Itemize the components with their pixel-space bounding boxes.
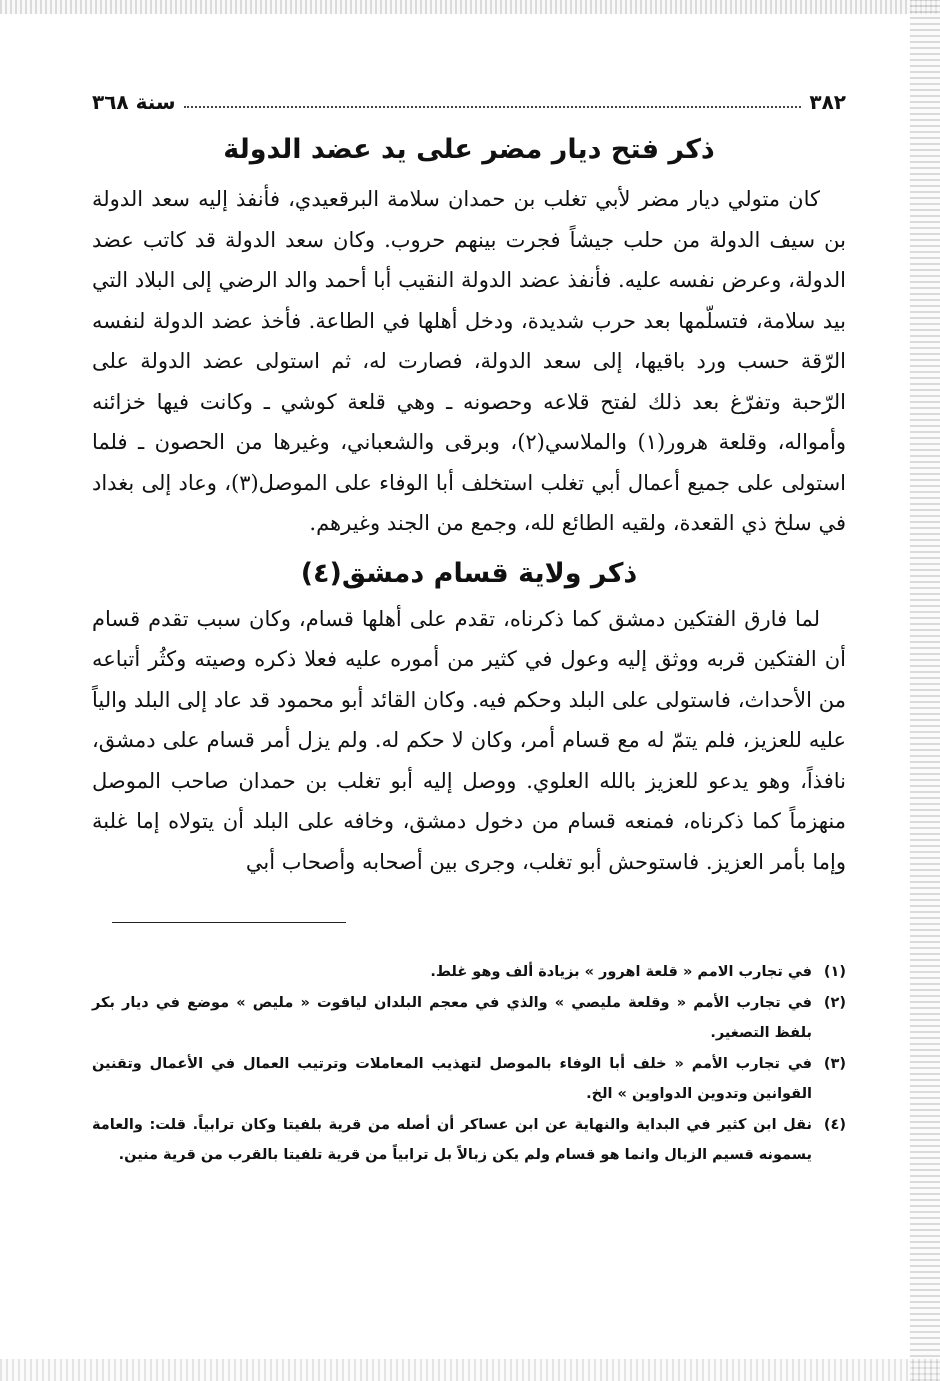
footnote-number: (٢) — [823, 994, 846, 1011]
footnote — [92, 1110, 846, 1171]
scan-edge-top — [0, 0, 940, 14]
header-dotted-rule — [184, 96, 802, 108]
running-header — [92, 82, 846, 122]
scan-edge-bottom — [0, 1359, 940, 1381]
scan-edge-right — [910, 0, 940, 1381]
section-body: لما فارق الفتكين دمشق كما ذكرناه، تقدم على أهلها قسام، وكان سبب تقدم قسام أن الفتكين قربه ووثق إليه وعول في كثير من أموره عليه فعلا ذكره وصيته وكثُر أتباعه من الأحداث، فاستولى على البلد وحكم فيه. وكان القائد أبو محمود قد عاد إلى البلد والياً عليه للعزيز، فلم يتمّ له مع قسام أمر، وكان لا حكم له. ولم يزل أمر قسام على دمشق، نافذاً، وهو يدعو للعزيز بالله العلوي. ووصل إليه أبو تغلب بن حمدان صاحب الموصل منهزماً كما ذكرناه، فمنعه قسام من دخول دمشق، وخافه على البلد أن يتولاه إما غلبة وإما بأمر العزيز. فاستوحش أبو تغلب، وجرى بين أصحابه وأصحاب أبي — [92, 606, 846, 874]
footnote-text: في تجارب الأمم « خلف أبا الوفاء بالموصل لتهذيب المعاملات وترتيب العمال في الأعمال وتقنين القوانين وتدوين الدواوين » الخ. — [92, 1055, 812, 1102]
footnote-number: (٣) — [823, 1055, 846, 1072]
footnote-separator — [112, 922, 346, 923]
book-page — [92, 82, 846, 1171]
page-number: ٣٨٢ — [809, 90, 846, 114]
footnotes — [92, 957, 846, 1171]
footnote-text: في تجارب الامم « قلعة اهرور » بزيادة ألف وهو غلط. — [430, 964, 812, 980]
year-label: سنة ٣٦٨ — [92, 90, 176, 114]
section-body: كان متولي ديار مضر لأبي تغلب بن حمدان سلامة البرقعيدي، فأنفذ إليه سعد الدولة بن سيف الدولة من حلب جيشاً فجرت بينهم حروب. وكان سعد الدولة قد كاتب عضد الدولة، وعرض نفسه عليه. فأنفذ عضد الدولة النقيب أبا أحمد والد الرضي إلى البلاد التي بيد سلامة، فتسلّمها بعد حرب شديدة، ودخل أهلها في الطاعة. فأخذ عضد الدولة لنفسه الرّقة حسب ورد باقيها، إلى سعد الدولة، فصارت له، ثم استولى عضد الدولة على الرّحبة وتفرّغ بعد ذلك لفتح قلاعه وحصونه ـ وهي قلعة كوشي ـ وكانت فيها خزائنه وأمواله، وقلعة هرور(١) والملاسي(٢)، وبرقى والشعباني، وغيرها من الحصون ـ فلما استولى على جميع أعمال أبي تغلب استخلف أبا الوفاء على الموصل(٣)، وعاد إلى بغداد في سلخ ذي القعدة، ولقيه الطائع لله، وجمع من الجند وغيرهم. — [92, 187, 847, 535]
footnote-text: في تجارب الأمم « وقلعة مليصي » والذي في معجم البلدان لياقوت « مليص » موضع في ديار بكر بلفظ التصغير. — [92, 994, 812, 1041]
section-title: ذكر ولاية قسام دمشق(٤) — [300, 557, 638, 589]
footnote — [92, 1049, 846, 1110]
footnote-text: نقل ابن كثير في البداية والنهاية عن ابن عساكر أن أصله من قرية بلفيتا وكان ترابياً. قلت: والعامة يسمونه قسيم الزبال وانما هو قسام ولم يكن زبالاً بل ترابياً من قرية تلفيتا بالقرب من قرية منين. — [92, 1116, 812, 1163]
section-title: ذكر فتح ديار مضر على يد عضد الدولة — [223, 134, 715, 165]
footnote — [92, 957, 846, 988]
footnote — [92, 988, 846, 1049]
footnote-number: (١) — [823, 964, 846, 980]
footnote-number: (٤) — [823, 1116, 846, 1133]
